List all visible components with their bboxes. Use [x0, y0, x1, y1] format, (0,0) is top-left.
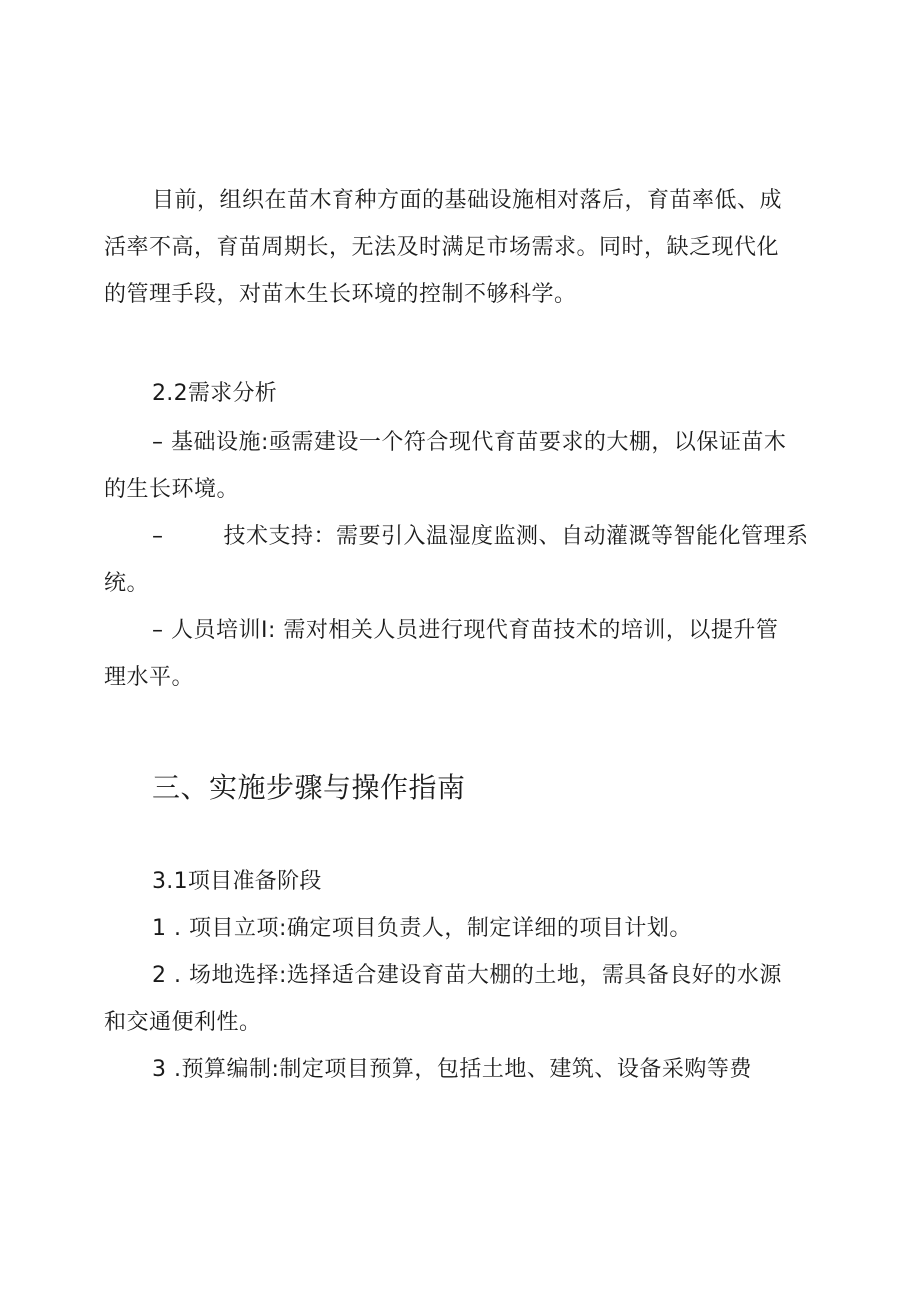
list-item-continuation: 统。	[104, 571, 150, 596]
list-item-continuation: 和交通便利性。	[104, 1010, 262, 1035]
text-line: 的管理手段，对苗木生长环境的控制不够科学。	[104, 282, 577, 307]
list-item: 1 . 项目立项:确定项目负责人，制定详细的项目计划。	[152, 916, 692, 941]
list-item-continuation: 的生长环境。	[104, 477, 240, 502]
list-item: 2 . 场地选择:选择适合建设育苗大棚的土地，需具备良好的水源	[152, 963, 782, 988]
section-2-2-title: 2.2需求分析	[152, 381, 278, 406]
section-3-1-title: 3.1项目准备阶段	[152, 869, 322, 894]
text-line: 活率不高，育苗周期长，无法及时满足市场需求。同时，缺乏现代化	[104, 235, 780, 260]
requirements-list	[104, 419, 820, 701]
list-item-continuation: 理水平。	[104, 665, 195, 690]
list-item: – 技术支持：需要引入温湿度监测、自动灌溉等智能化管理系	[152, 524, 809, 549]
list-item: – 基础设施:亟需建设一个符合现代育苗要求的大棚，以保证苗木	[152, 430, 787, 455]
section-3-heading: 三、实施步骤与操作指南	[152, 771, 466, 804]
status-paragraph	[104, 177, 820, 318]
list-item: 3 .预算编制:制定项目预算，包括土地、建筑、设备采购等费	[152, 1057, 752, 1082]
preparation-steps	[104, 905, 820, 1093]
text-line: 目前，组织在苗木育种方面的基础设施相对落后，育苗率低、成	[152, 188, 783, 213]
list-item: – 人员培训I: 需对相关人员进行现代育苗技术的培训，以提升管	[152, 618, 779, 643]
